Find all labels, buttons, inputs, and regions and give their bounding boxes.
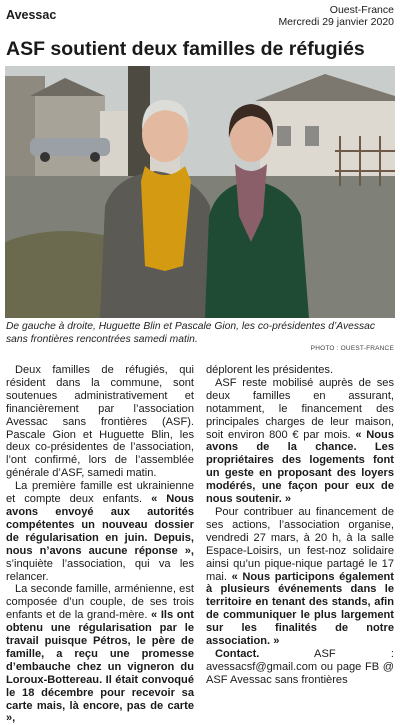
article-headline: ASF soutient deux familles de réfugiés	[6, 38, 365, 60]
photo-window	[305, 126, 319, 146]
article-paragraph: déplorent les présidentes.	[206, 364, 334, 376]
photo-window	[277, 126, 291, 146]
contact-text: ASF : avessacsf@gmail.com ou page FB @ ASF Avessac sans frontières	[206, 647, 394, 686]
paragraph-quote: « Nous participons également à plusieurs événements dans le territoire en tenant des stands, afin de communiquer le plus largement sur les finalités de notre association. »	[206, 570, 394, 648]
publication-name: Ouest-France	[329, 4, 394, 16]
paragraph-text: La première famille est ukrainienne et compte deux enfants.	[6, 480, 194, 506]
town-heading: Avessac	[6, 8, 57, 22]
paragraph-text: Pour contribuer au financement de ses actions, l’association organise, vendredi 27 mars, à 20 h, à la salle Espace-Loisirs, un fest-noz solidaire ainsi qu’un pique-nique partagé le 17 mai.	[206, 505, 394, 583]
paragraph-quote: « Ils ont obtenu une régularisation par le travail puisque Pétros, le père de famille, a reçu une promesse d’embauche chez un vigneron du Loroux-Bottereau. Il était convoqué le 18 décembre pour recevoir sa carte mais, là encore, pas de carte »,	[6, 609, 194, 725]
article-column-left	[6, 364, 194, 725]
paragraph-quote: « Nous avons envoyé aux autorités compétentes un nouveau dossier de régularisation en juin. Depuis, nous n’avons aucune réponse »,	[6, 493, 194, 557]
publication-date: Mercredi 29 janvier 2020	[278, 16, 394, 28]
publication-info	[278, 4, 394, 28]
paragraph-text: La seconde famille, arménienne, est composée d’un couple, de ses trois enfants et de la grand-mère.	[6, 583, 194, 622]
paragraph-text: ASF reste mobilisé auprès de ses deux familles en assurant, notamment, le financement des principales charges de leur maison, soit environ 800 € par mois.	[206, 376, 394, 441]
article-column-right	[206, 364, 394, 687]
photo-car-wheel	[40, 152, 50, 162]
page-header	[6, 2, 394, 26]
contact-paragraph	[206, 648, 394, 687]
article-photo	[5, 66, 395, 318]
article-paragraph: Deux familles de réfugiés, qui résident dans la commune, sont soutenues administrativement et financièrement par l’association Avessac sans frontières (ASF). Pascale Gion et Huguette Blin, les deux co-présidentes de l’association, l’ont confirmé, lors de l’assemblée générale d’ASF, samedi matin.	[6, 364, 194, 480]
contact-label: Contact.	[215, 647, 260, 660]
paragraph-text: s’inquiète l’association, qui va les relancer.	[6, 557, 194, 583]
photo-building-left-2	[35, 96, 105, 176]
article-paragraph	[206, 506, 394, 648]
article-paragraph	[6, 480, 194, 583]
photo-caption: De gauche à droite, Huguette Blin et Pascale Gion, les co-présidentes d’Avessac sans frontières rencontrées samedi matin.	[6, 321, 375, 345]
photo-illustration	[5, 66, 395, 318]
photo-car-wheel	[90, 152, 100, 162]
paragraph-quote: « Nous avons de la chance. Les propriétaires des logements font un geste en proposant des loyers modérés, une façon pour eux de nous soutenir. »	[206, 428, 394, 506]
article-paragraph	[206, 377, 394, 506]
photo-credit: PHOTO : OUEST-FRANCE	[310, 345, 394, 352]
article-paragraph	[6, 583, 194, 725]
